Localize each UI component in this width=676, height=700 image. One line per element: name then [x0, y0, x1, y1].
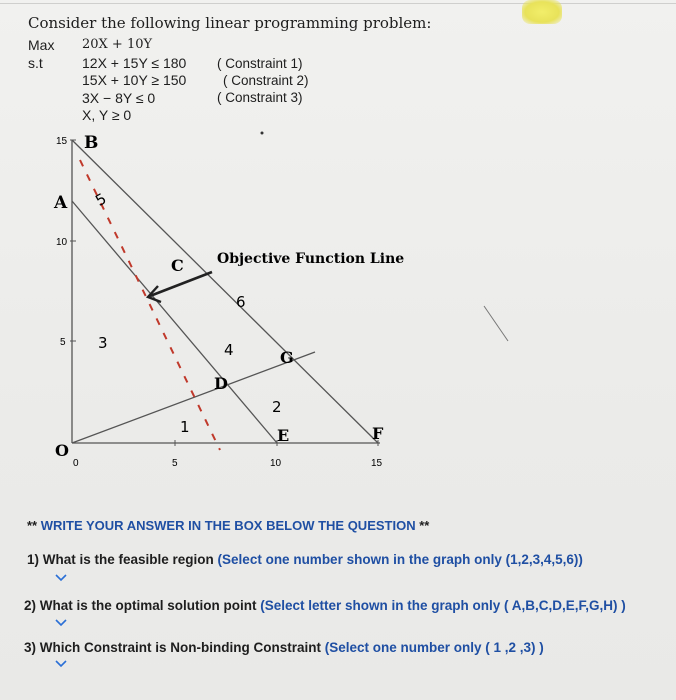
constraint-1-line: [72, 140, 378, 443]
constraint-2-expression: 15X + 10Y ≥ 150: [82, 72, 187, 88]
question-2-dropdown-chevron-icon[interactable]: [54, 618, 68, 628]
point-label-e: E: [277, 426, 290, 445]
region-label-1: 1: [180, 418, 190, 436]
question-3-dropdown-chevron-icon[interactable]: [54, 659, 68, 669]
objective-function-label: Objective Function Line: [217, 251, 405, 267]
max-label: Max: [28, 37, 55, 53]
region-label-5: 5: [92, 189, 110, 210]
point-label-c: C: [171, 256, 184, 275]
x-tick-label-0: 0: [73, 458, 79, 469]
constraint-3-note: ( Constraint 3): [217, 90, 303, 105]
st-label: s.t: [28, 55, 43, 71]
problem-intro: Consider the following linear programming problem:: [28, 14, 432, 32]
banner-text: WRITE YOUR ANSWER IN THE BOX BELOW THE QUESTION: [40, 518, 416, 533]
constraint-1-note: ( Constraint 1): [217, 56, 303, 71]
nonnegativity-expression: X, Y ≥ 0: [82, 107, 132, 123]
point-label-b: B: [84, 133, 99, 153]
point-label-f: F: [372, 424, 384, 443]
region-label-3: 3: [98, 334, 108, 352]
point-label-g: G: [280, 348, 294, 367]
question-2-hint: (Select letter shown in the graph only ( A,B,C,D,E,F,G,H) ): [260, 598, 626, 613]
question-3: [24, 640, 544, 655]
x-tick-label-10: 10: [270, 458, 282, 469]
y-tick-label-5: 5: [60, 337, 66, 348]
y-tick-label-15: 15: [56, 136, 68, 147]
question-1-dropdown-chevron-icon[interactable]: [54, 573, 68, 583]
question-2: [24, 598, 626, 613]
x-tick-label-5: 5: [172, 458, 178, 469]
dot-mark: [261, 132, 264, 135]
question-2-prefix: 2) What is the optimal solution point: [24, 598, 261, 613]
answer-instructions-banner: [27, 518, 429, 533]
question-1-hint: (Select one number shown in the graph only (1,2,3,4,5,6)): [217, 552, 583, 567]
constraint-2-note: ( Constraint 2): [223, 73, 309, 88]
question-1: [27, 552, 583, 567]
question-3-hint: (Select one number only ( 1 ,2 ,3) ): [324, 640, 544, 655]
point-label-d: D: [214, 374, 228, 393]
banner-stars-left: **: [27, 518, 38, 533]
question-3-prefix: 3) Which Constraint is Non-binding Constraint: [24, 640, 325, 655]
y-tick-label-10: 10: [56, 237, 68, 248]
region-label-2: 2: [272, 398, 282, 416]
x-tick-label-15: 15: [371, 458, 383, 469]
objective-arrow-line: [150, 272, 212, 296]
question-1-prefix: 1) What is the feasible region: [27, 552, 218, 567]
constraint-3-expression: 3X − 8Y ≤ 0: [82, 90, 156, 106]
point-label-o: O: [55, 441, 69, 460]
constraint-2-line: [72, 201, 277, 443]
constraint-1-expression: 12X + 15Y ≤ 180: [82, 55, 187, 71]
region-label-6: 6: [236, 293, 246, 311]
objective-expression: 20X + 10Y: [82, 37, 153, 52]
point-label-a: A: [54, 193, 68, 213]
banner-stars-right: **: [419, 518, 430, 533]
region-label-4: 4: [224, 341, 234, 359]
pen-stroke-mark: [484, 306, 508, 341]
